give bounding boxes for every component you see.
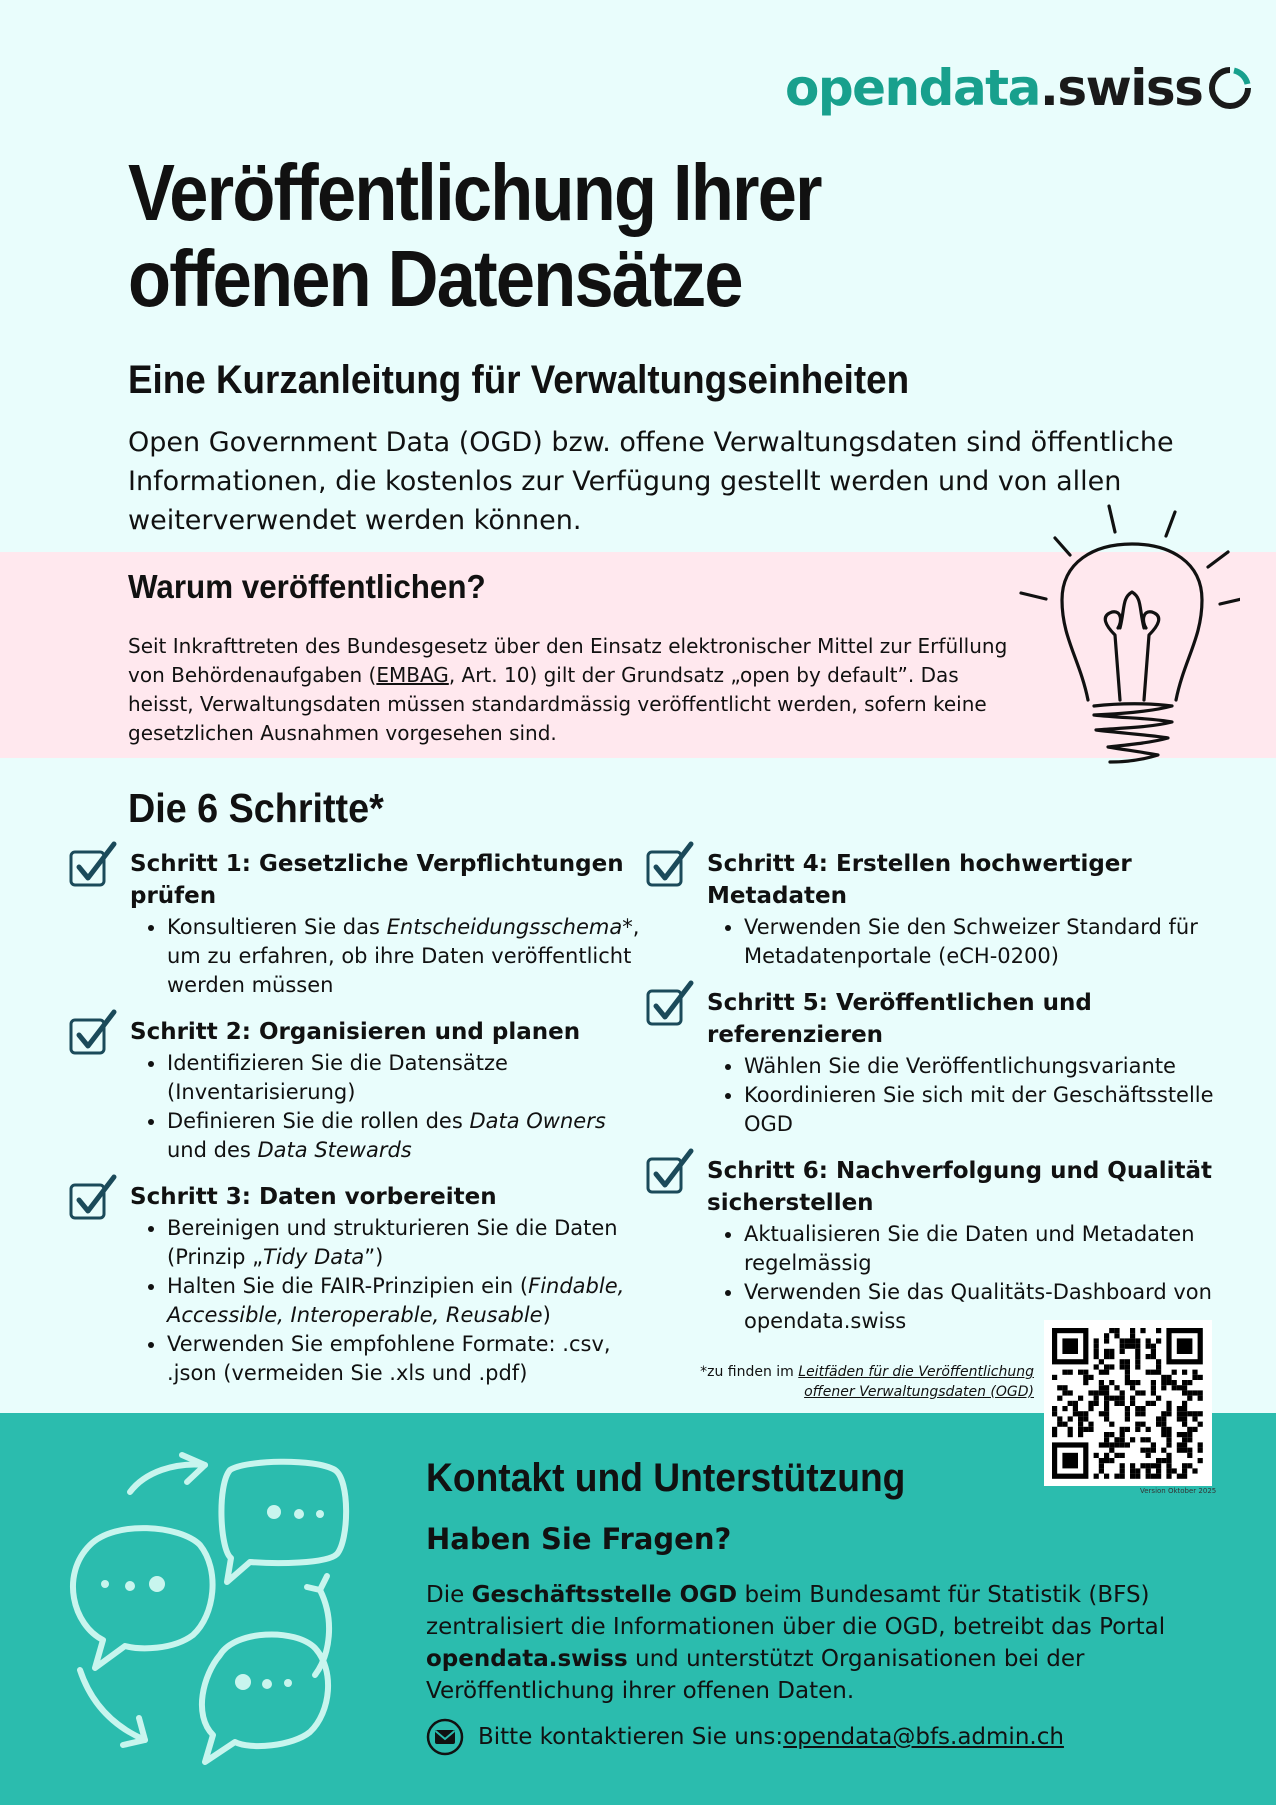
step-1-title: Schritt 1: Gesetzliche Verpflichtungen prüfen [130,851,624,909]
contact-text-part: beim Bundesamt für Statistik (BFS) zentralisiert die Informationen über die OGD, betreibt das Portal [426,1582,1166,1640]
list-item-em: Findable, Accessible, Interoperable, Reusable [167,1274,625,1327]
step-2-title: Schritt 2: Organisieren und planen [130,1019,581,1045]
step-6-title: Schritt 6: Nachverfolgung und Qualität sicherstellen [707,1158,1213,1216]
list-item-em: Tidy Data [263,1245,365,1269]
step-4-list [707,913,1227,971]
page-subtitle: Eine Kurzanleitung für Verwaltungseinheiten [128,358,910,402]
list-item: • Verwenden Sie den Schweizer Standard für Metadatenportale (eCH-0200) [744,913,1227,971]
why-text-before: Seit Inkrafttreten des Bundesgesetz über den Einsatz elektronischer Mittel zur Erfüllung von Behördenaufgaben ( [128,634,1008,687]
contact-office-name: Geschäftsstelle OGD [471,1582,738,1608]
list-item-em: Data Owners [469,1109,606,1133]
list-item: • Aktualisieren Sie die Daten und Metadaten regelmässig [744,1220,1227,1278]
list-item: • Verwenden Sie das Qualitäts-Dashboard von opendata.swiss [744,1278,1227,1336]
list-item [167,1107,650,1165]
step-3 [130,1181,650,1388]
step-1 [130,848,650,1000]
intro-text: Open Government Data (OGD) bzw. offene Verwaltungsdaten sind öffentliche Informationen, die kostenlos zur Verfügung gestellt werden und von allen weiterverwendet werden können. [128,427,1174,536]
list-item-text: Definieren Sie die rollen des [167,1109,470,1133]
contact-email-link[interactable]: opendata@bfs.admin.ch [783,1724,1064,1750]
checkmark-icon [645,979,699,1029]
mail-label: Bitte kontaktieren Sie uns: [478,1724,784,1750]
list-item-text: Konsultieren Sie das [167,915,387,939]
list-item [167,913,650,1000]
footnote [700,1362,1034,1402]
list-item-text: *, um zu erfahren, ob ihre Daten veröffentlicht werden müssen [167,915,640,997]
step-5 [707,987,1227,1139]
list-item-text: ) [542,1303,551,1327]
logo-part1: opendata [785,59,1040,117]
list-item [167,1214,650,1272]
checkmark-icon [68,840,122,890]
logo-ring-icon [1208,66,1252,110]
list-item-text: und des [167,1138,258,1162]
embag-link[interactable]: EMBAG [376,663,449,687]
list-item [167,1272,650,1330]
page-title [128,150,1008,322]
portal-name: opendata.swiss [426,1646,628,1672]
decision-scheme-ref: Entscheidungsschema [386,915,623,939]
step-3-list [130,1214,650,1388]
list-item: • Koordinieren Sie sich mit der Geschäftsstelle OGD [744,1081,1227,1139]
qr-code[interactable] [1044,1320,1212,1486]
step-5-title: Schritt 5: Veröffentlichen und referenzieren [707,990,1092,1048]
contact-text-part: Die [426,1582,472,1608]
title-line-1: Veröffentlichung Ihrer [128,148,821,237]
step-2 [130,1016,650,1165]
checkmark-icon [645,1147,699,1197]
footnote-prefix: *zu finden im [700,1364,799,1380]
contact-question: Haben Sie Fragen? [426,1522,732,1556]
logo-part2: .swiss [1039,59,1203,117]
checkmark-icon [68,1008,122,1058]
list-item: • Wählen Sie die Veröffentlichungsvariante [744,1052,1227,1081]
mail-icon [426,1718,464,1756]
guide-link-line1[interactable]: Leitfäden für die Veröffentlichung [798,1364,1034,1380]
contact-heading: Kontakt und Unterstützung [426,1456,906,1500]
contact-mail-row [426,1718,1064,1756]
list-item-text: Halten Sie die FAIR-Prinzipien ein ( [167,1274,529,1298]
contact-text [426,1579,1206,1707]
step-6-list [707,1220,1227,1336]
opendata-swiss-logo[interactable] [785,58,1252,118]
lightbulb-icon [1010,500,1240,785]
title-line-2: offenen Datensätze [128,234,742,323]
step-4 [707,848,1227,971]
step-1-list [130,913,650,1000]
why-heading: Warum veröffentlichen? [128,568,486,605]
list-item-text: ”) [364,1245,384,1269]
steps-heading: Die 6 Schritte* [128,785,384,831]
step-2-list [130,1049,650,1165]
checkmark-icon [68,1173,122,1223]
step-6 [707,1155,1227,1336]
version-label: Version Oktober 2025 [1140,1487,1217,1495]
contact-text-part: und unterstützt Organisationen bei der Veröffentlichung ihrer offenen Daten. [426,1646,1085,1704]
step-5-list [707,1052,1227,1139]
step-3-title: Schritt 3: Daten vorbereiten [130,1184,497,1210]
list-item-em: Data Stewards [257,1138,412,1162]
why-text [128,632,1008,748]
list-item: • Identifizieren Sie die Datensätze (Inventarisierung) [167,1049,650,1107]
checkmark-icon [645,840,699,890]
list-item-text: Bereinigen und strukturieren Sie die Daten (Prinzip „ [167,1216,618,1269]
step-4-title: Schritt 4: Erstellen hochwertiger Metadaten [707,851,1132,909]
guide-link-line2[interactable]: offener Verwaltungsdaten (OGD) [804,1384,1034,1400]
why-text-after: , Art. 10) gilt der Grundsatz „open by default”. Das heisst, Verwaltungsdaten müssen standardmässig veröffentlicht werden, sofern keine gesetzlichen Ausnahmen vorgesehen sind. [128,663,987,745]
chat-bubbles-icon [45,1450,385,1780]
list-item: • Verwenden Sie empfohlene Formate: .csv, .json (vermeiden Sie .xls und .pdf) [167,1330,650,1388]
